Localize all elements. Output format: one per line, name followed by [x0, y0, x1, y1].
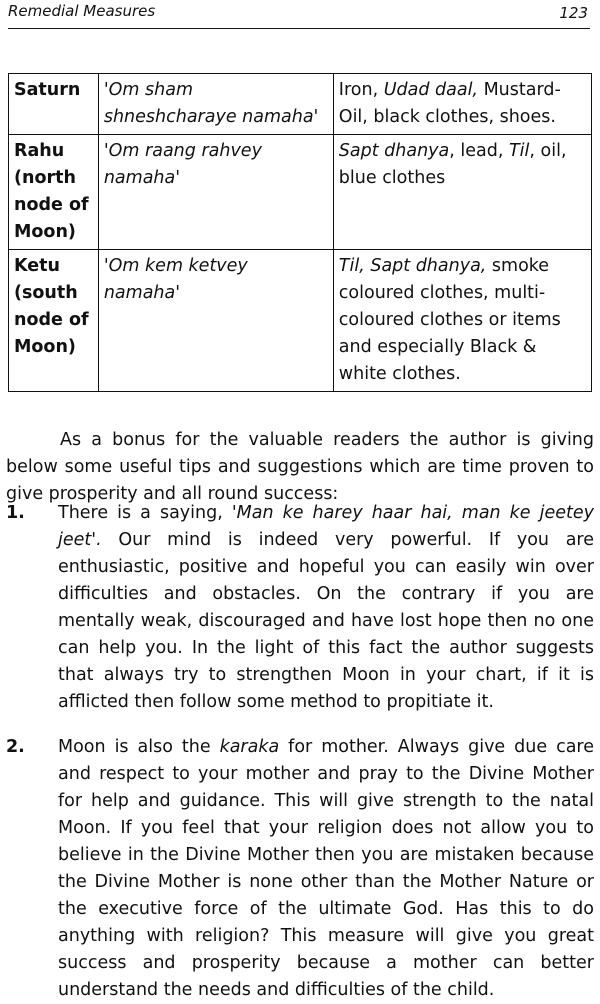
items-cell [333, 250, 591, 392]
tip-text: Moon is also the karaka for mother. Always give due care and respect to your mother and pray to the Divine Mother for help and guidance. This will give strength to the natal Moon. If you feel that your religion does not allow you to believe in the Divine Mother then you are mistaken because the Divine Mother is none other than the Mother Nature or the executive force of the ultimate God. Has this to do anything with religion? This measure will give you great success and prosperity because a mother can better understand the needs and difficulties of the child. [58, 737, 595, 1000]
items-text: Til [508, 141, 530, 161]
items-text: Til, Sapt dhanya, [338, 256, 487, 276]
tip-text: There is a saying, 'Man ke harey haar hai, man ke jeetey jeet'. Our mind is indeed very powerful. If you are enthusiastic, positive and hopeful you can easily win over difficulties and obstacles. On the contrary if you are mentally weak, discouraged and have lost hope then no one can help you. In the light of this fact the author suggests that always try to strengthen Moon in your chart, if it is afflicted then follow some method to propitiate it. [58, 503, 594, 712]
mantra-cell: 'Om raang rahvey namaha' [98, 135, 333, 250]
tip-number: 2. [6, 737, 25, 757]
items-text: , lead, [449, 141, 509, 161]
table-row [9, 74, 592, 135]
planet-cell: Ketu (south node of Moon) [9, 250, 99, 392]
running-title: Remedial Measures [8, 2, 156, 20]
intro-paragraph: As a bonus for the valuable readers the author is giving below some useful tips and suggestions which are time proven to give prosperity and all round success: [6, 430, 594, 504]
remedies-table [8, 73, 592, 392]
table-row [9, 250, 592, 392]
items-text: Udad daal, [383, 80, 478, 100]
tip-number: 1. [6, 503, 25, 523]
tip-item [6, 500, 594, 716]
items-text: Sapt dhanya [338, 141, 450, 161]
page-header [8, 0, 590, 29]
planet-cell: Saturn [9, 74, 99, 135]
mantra-cell: 'Om sham shneshcharaye namaha' [98, 74, 333, 135]
planet-cell: Rahu (north node of Moon) [9, 135, 99, 250]
tip-item [6, 734, 594, 1004]
mantra-cell: 'Om kem ketvey namaha' [98, 250, 333, 392]
items-text: smoke coloured clothes, multi-coloured clothes or items and especially Black & white clothes. [338, 256, 561, 384]
page-number: 123 [559, 4, 588, 22]
items-text: , oil, blue clothes [338, 141, 567, 188]
items-cell [333, 135, 591, 250]
items-text: Mustard-Oil, black clothes, shoes. [338, 80, 561, 127]
items-cell [333, 74, 591, 135]
items-text: Iron, [338, 80, 384, 100]
table-row [9, 135, 592, 250]
